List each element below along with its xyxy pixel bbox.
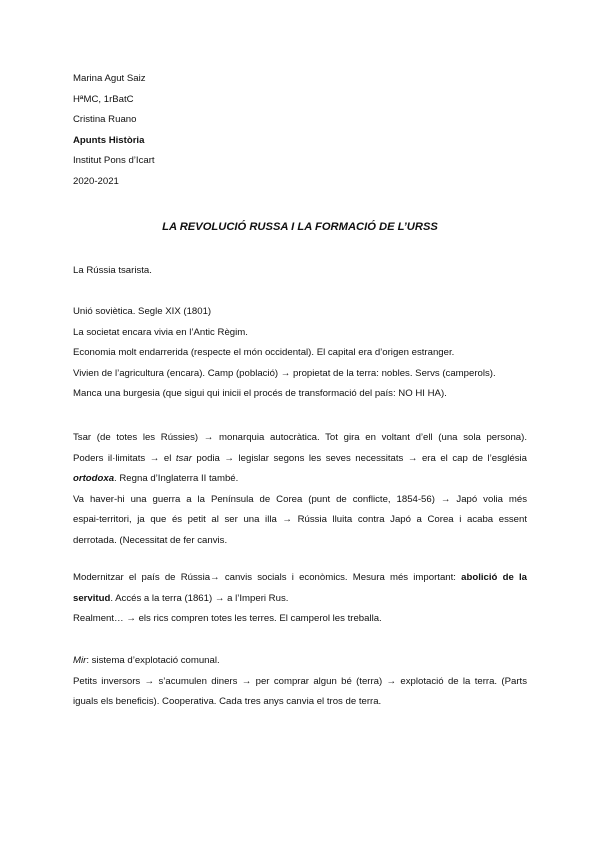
text-run: Modernitzar el país de Rússia→ canvis socials i econòmics. Mesura més important: [73, 572, 462, 583]
school-year: 2020-2021 [73, 175, 119, 187]
paragraph-line: iguals els beneficis). Cooperativa. Cada tres anys canvia el tros de terra. [73, 696, 382, 708]
course-name: HªMC, 1rBatC [73, 93, 134, 105]
paragraph-line: Manca una burgesia (que sigui qui inicii el procés de transformació del país: NO HI HA). [73, 388, 447, 400]
doc-type-text: Apunts Història [73, 134, 145, 146]
teacher-name: Cristina Ruano [73, 114, 137, 126]
section-heading: La Rússia tsarista. [73, 265, 152, 276]
text-run: podia → legislar segons les seves necessitats → era el cap de l’església [191, 452, 527, 464]
paragraph-line [73, 472, 527, 486]
school-name: Institut Pons d’Icart [73, 155, 155, 167]
section-tsar [73, 431, 527, 555]
author-name: Marina Agut Saiz [73, 73, 146, 84]
paragraph-line: Unió soviètica. Segle XIX (1801) [73, 306, 212, 317]
section-mir [73, 654, 527, 716]
paragraph-line: Petits inversors → s’acumulen diners → per comprar algun bé (terra) → explotació de la terra. (Parts [73, 675, 527, 687]
paragraph-line [73, 592, 527, 606]
text-run: Poders il·limitats → el [73, 452, 176, 464]
paragraph-line: La societat encara vivia en l’Antic Règim. [73, 326, 248, 338]
bold-italic-term-ortodoxa: ortodoxa [73, 473, 115, 485]
italic-term-tsar: tsar [175, 452, 192, 464]
section-russia-tsarista [73, 264, 527, 285]
paragraph-line [73, 654, 527, 668]
paragraph-line: Vivien de l’agricultura (encara). Camp (població) → propietat de la terra: nobles. Servs (camperols). [73, 367, 496, 379]
paragraph-line: Va haver-hi una guerra a la Península de Corea (punt de conflicte, 1854-56) → Japó volia més [73, 493, 527, 505]
document-title: LA REVOLUCIÓ RUSSA I LA FORMACIÓ DE L’URSS [162, 221, 438, 233]
bold-term: abolició de la [461, 572, 527, 583]
bold-term: servitud [73, 592, 111, 604]
header-block [73, 72, 155, 196]
paragraph-line [73, 571, 527, 585]
doc-type [73, 134, 155, 148]
text-run: . Regna d’Inglaterra II també. [114, 473, 239, 485]
section-context [73, 305, 527, 408]
section-modernization [73, 571, 527, 633]
paragraph-line: Realment… → els rics compren totes les terres. El camperol les treballa. [73, 613, 382, 625]
paragraph-line: Economia molt endarrerida (respecte el món occidental). El capital era d’origen estranger. [73, 347, 455, 359]
paragraph-line [73, 452, 527, 466]
italic-term-mir: Mir [73, 655, 87, 666]
text-run: . Accés a la terra (1861) → a l’Imperi Rus. [110, 592, 289, 604]
text-run: : sistema d’explotació comunal. [86, 655, 220, 666]
paragraph-line: derrotada. (Necessitat de fer canvis. [73, 534, 228, 546]
paragraph-line: espai-territori, ja que és petit al ser una illa → Rússia lluita contra Japó a Corea i acaba essent [73, 514, 527, 526]
paragraph-line: Tsar (de totes les Rússies) → monarquia autocràtica. Tot gira en voltant d’ell (una sola persona). [73, 432, 527, 443]
